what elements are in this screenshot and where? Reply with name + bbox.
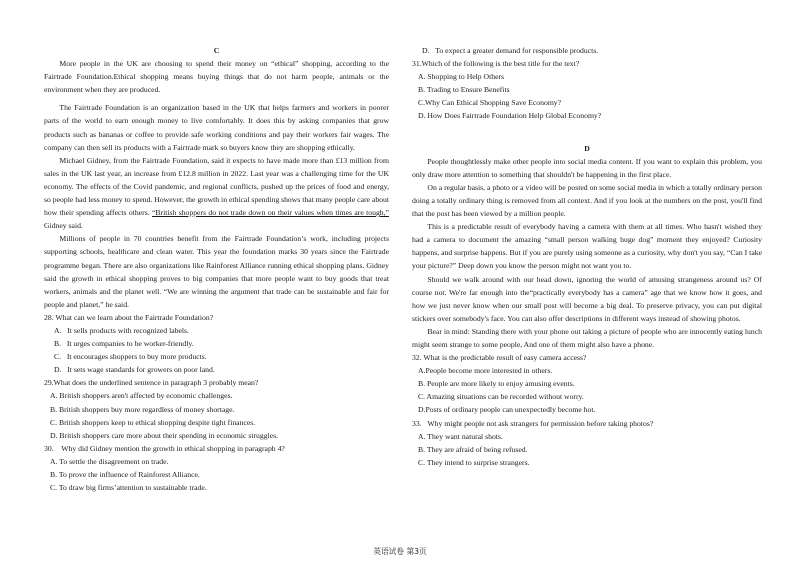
passage-d-paragraph-4: Should we walk around with our head down, ignoring the world of amusing strangeness around us? Of course not. We're far enough into the“practically everybody has a camera” age that we know how it goes, and how we just never know when our small post will become a big deal. To preserve privacy, you can put digital stickers over somebody's face. You can also offer descriptions in different ways instead of showing photos. <box>412 274 762 323</box>
question-28-option-c: C. It encourages shoppers to buy more products. <box>54 352 207 362</box>
underlined-sentence: “British shoppers do not trade down on their values when times are tough,” <box>151 208 389 218</box>
question-32-option-c: C. Amazing situations can be recorded without worry. <box>418 392 584 402</box>
question-31-option-a: A. Shopping to Help Others <box>418 72 505 82</box>
question-29: 29.What does the underlined sentence in paragraph 3 probably mean? <box>44 378 259 388</box>
passage-d-paragraph-1: People thoughtlessly make other people into social media content. If you want to explain this problem, you only draw more attention to something that shouldn't be happening in the first place. <box>412 156 762 179</box>
question-30-option-c: C. To draw big firms’attention to sustainable trade. <box>50 483 207 493</box>
question-30: 30. Why did Gidney mention the growth in ethical shopping in paragraph 4? <box>44 443 285 453</box>
question-32-option-b: B. People are more likely to enjoy amusing events. <box>418 379 575 389</box>
question-32-option-d: D.Posts of ordinary people can unexpectedly become hot. <box>418 405 596 415</box>
question-33-option-b: B. They are afraid of being refused. <box>418 444 528 454</box>
question-28-option-d: D. It sets wage standards for growers on poor land. <box>54 365 215 375</box>
question-29-option-a: A. British shoppers aren't affected by economic challenges. <box>50 391 233 401</box>
passage-c-paragraph-2: The Fairtrade Foundation is an organization based in the UK that helps farmers and workers in poorer parts of the world to earn enough money to live comfortably. It does this by asking companies that grow products such as bananas or coffee to provide safe working conditions and pay their workers fair wages. The company can then sell its products with a Fairtrade mark so buyers know they are shopping ethically. <box>44 103 389 152</box>
question-31-option-c: C.Why Can Ethical Shopping Save Economy? <box>418 98 562 108</box>
question-33-option-a: A. They want natural shots. <box>418 431 503 441</box>
question-29-option-d: D. British shoppers care more about their spending in economic struggles. <box>50 430 279 440</box>
passage-c-paragraph-1: More people in the UK are choosing to spend their money on “ethical” shopping, according to the Fairtrade Foundation.Ethical shopping means buying things that do not harm people, animals or the environment when they are produced. <box>44 59 389 95</box>
passage-c-title: C <box>213 46 220 55</box>
question-30-option-d: D. To expect a greater demand for responsible products. <box>422 46 599 55</box>
question-30-option-a: A. To settle the disagreement on trade. <box>50 456 169 466</box>
right-column <box>412 0 762 469</box>
question-31-option-d: D. How Does Fairtrade Foundation Help Global Economy? <box>418 111 602 121</box>
question-28: 28. What can we learn about the Fairtrade Foundation? <box>44 312 214 322</box>
page-footer: 英语试卷 第3页 <box>373 547 427 556</box>
passage-c-paragraph-4: Millions of people in 70 countries benefit from the Fairtrade Foundation’s work, including projects supporting schools, healthcare and clean water. This year the foundation marks 30 years since the Fairtrade programme began. There are also organizations like Rainforest Alliance running ethical shopping plans. Gidney said the growth in ethical shopping proves to big companies that more people want to buy goods that treat workers, animals and the planet well. “We are winning the argument that trade can be sustainable and fair for people and planet,” he said. <box>44 234 389 309</box>
passage-c-paragraph-3 <box>44 154 389 233</box>
question-33-option-c: C. They intend to surprise strangers. <box>418 457 530 467</box>
left-column <box>44 0 389 494</box>
question-28-option-b: B. It urges companies to be worker-friendly. <box>54 339 194 349</box>
passage-c-paragraph-3-text: Michael Gidney, from the Fairtrade Foundation, said it expects to have made more than £13 million from sales in the UK last year, an increase from £12.8 million in 2022. Last year was a challenging time for the UK economy. The effects of the Covid pandemic, and regional conflicts, pushed up the prices of food and energy, so people had less money to spend. However, the growth in ethical spending shows that many people care about how their spending affects others. “British shoppers do not trade down on their values when times are tough,” Gidney said. <box>44 155 389 231</box>
passage-d-title: D <box>584 143 590 153</box>
question-33: 33. Why might people not ask strangers for permission before taking photos? <box>412 418 654 428</box>
passage-d-paragraph-2: On a regular basis, a photo or a video will be posted on some social media in which a totally ordinary person doing a totally ordinary thing is removed from all context. And if you look at the numbers on the post, you'll find that the post has been viewed by a million people. <box>412 182 762 219</box>
question-28-option-a: A. It sells products with recognized labels. <box>54 325 189 335</box>
question-29-option-c: C. British shoppers keep to ethical shopping despite tight finances. <box>50 417 256 427</box>
question-31: 31.Which of the following is the best title for the text? <box>412 59 580 69</box>
question-29-option-b: B. British shoppers buy more regardless of money shortage. <box>50 404 235 414</box>
passage-d-paragraph-5: Bear in mind: Standing there with your phone out taking a picture of people who are innocently eating lunch might seem strange to some people, And one of them might also have a phone. <box>412 326 762 349</box>
question-32: 32. What is the predictable result of easy camera access? <box>412 353 587 363</box>
passage-d-paragraph-3: This is a predictable result of everybody having a camera with them at all times. Who hasn't wished they had a camera to document the amazing “small person walking huge dog” moment they enjoyed? Curiosity happens, and surprise happens. But if you are purely using someone as a curiosity, why don't you say, “Can I take your picture?” Deep down you know the person might not want you to. <box>412 222 762 271</box>
question-31-option-b: B. Trading to Ensure Benefits <box>418 85 510 95</box>
question-30-option-b: B. To prove the influence of Rainforest Alliance. <box>50 470 200 479</box>
question-32-option-a: A.People become more interested in others. <box>418 366 553 376</box>
